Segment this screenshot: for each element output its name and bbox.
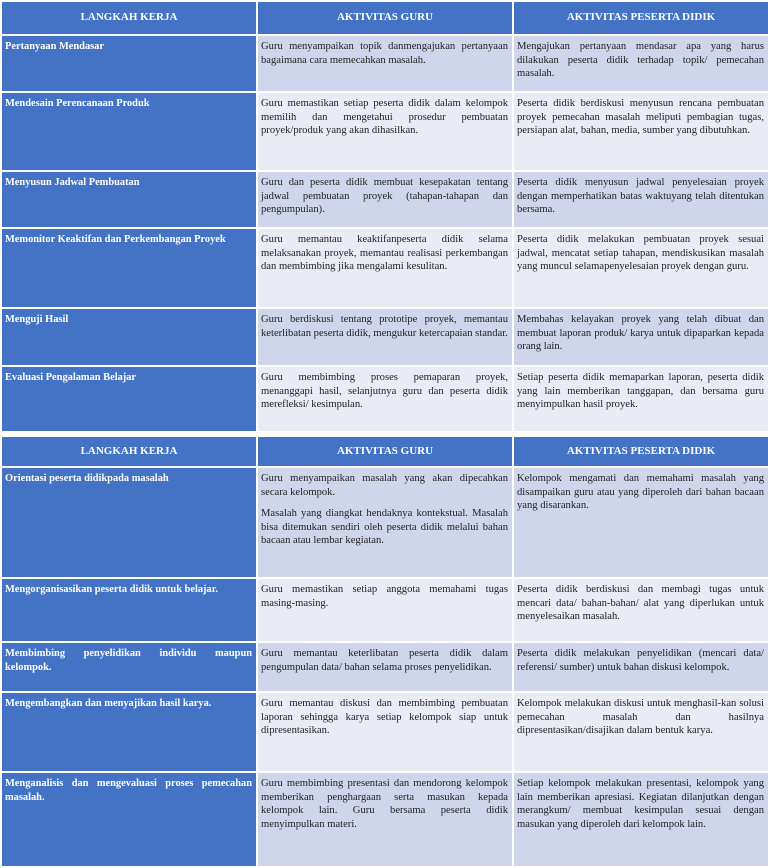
table-problem-based-learning (0, 435, 768, 868)
peserta-cell: Mengajukan pertanyaan mendasar apa yang harus dilakukan peserta didik terhadap topik/ pemecahan masalah. (513, 35, 768, 92)
guru-paragraph: Masalah yang diangkat hendaknya kontekstual. Masalah bisa ditemukan sendiri oleh peserta didik melalui bahan bacaan atau lembar kegiatan. (261, 508, 508, 547)
header-aktivitas-peserta-didik: AKTIVITAS PESERTA DIDIK (513, 436, 768, 467)
table-row (1, 228, 768, 308)
step-cell: Membimbing penyelidikan individu maupun kelompok. (1, 642, 257, 692)
table-header-row (1, 1, 768, 35)
guru-paragraph: Guru memantau keterlibatan peserta didik dalam pengumpulan data/ bahan selama proses penyelidikan. (261, 648, 508, 673)
guru-paragraph: Guru membimbing presentasi dan mendorong kelompok memberikan penghargaan serta masukan kepada kelompok lain. Guru bersama peserta didik menyimpulkan materi. (261, 778, 508, 830)
guru-cell: Guru memastikan setiap peserta didik dalam kelompok memilih dan mengetahui prosedur pembuatan proyek/produk yang akan dihasilkan. (257, 92, 513, 171)
peserta-cell: Peserta didik melakukan pembuatan proyek sesuai jadwal, mencatat setiap tahapan, mendiskusikan masalah yang muncul selamapenyelesaian proyek dengan guru. (513, 228, 768, 308)
guru-paragraph: Guru memantau diskusi dan membimbing pembuatan laporan sehingga karya setiap kelompok siap untuk dipresentasikan. (261, 698, 508, 737)
guru-cell: Guru berdiskusi tentang prototipe proyek, memantau keterlibatan peserta didik, mengukur ketercapaian standar. (257, 308, 513, 366)
guru-cell (257, 642, 513, 692)
table-project-based-learning (0, 0, 768, 433)
peserta-cell: Peserta didik berdiskusi dan membagi tugas untuk mencari data/ bahan-bahan/ alat yang diperlukan untuk menyelesaikan masalah. (513, 578, 768, 642)
guru-cell: Guru membimbing proses pemaparan proyek, menanggapi hasil, selanjutnya guru dan peserta didik merefleksi/ kesimpulan. (257, 366, 513, 432)
step-cell: Menguji Hasil (1, 308, 257, 366)
table-row (1, 92, 768, 171)
header-langkah-kerja: LANGKAH KERJA (1, 436, 257, 467)
header-aktivitas-peserta-didik: AKTIVITAS PESERTA DIDIK (513, 1, 768, 35)
table-header-row (1, 436, 768, 467)
guru-cell: Guru dan peserta didik membuat kesepakatan tentang jadwal pembuatan proyek (tahapan-tahapan dan pengumpulan). (257, 171, 513, 228)
guru-paragraph: Guru menyampaikan masalah yang akan dipecahkan secara kelompok. (261, 473, 508, 498)
guru-cell: Guru memantau keaktifanpeserta didik selama melaksanakan proyek, memantau realisasi perkembangan dan membimbing jika mengalami kesulitan. (257, 228, 513, 308)
guru-cell (257, 578, 513, 642)
peserta-cell: Setiap peserta didik memaparkan laporan, peserta didik yang lain memberikan tanggapan, dan bersama guru menyimpulkan hasil proyek. (513, 366, 768, 432)
step-cell: Evaluasi Pengalaman Belajar (1, 366, 257, 432)
peserta-cell: Kelompok mengamati dan memahami masalah yang disampaikan guru atau yang diperoleh dari bahan bacaan yang disarankan. (513, 467, 768, 578)
step-cell: Mengembangkan dan menyajikan hasil karya. (1, 692, 257, 772)
step-cell: Mengorganisasikan peserta didik untuk belajar. (1, 578, 257, 642)
peserta-cell: Kelompok melakukan diskusi untuk menghasil-kan solusi pemecahan masalah dan hasilnya dipresentasikan/disajikan dalam bentuk karya. (513, 692, 768, 772)
guru-cell (257, 692, 513, 772)
table-row (1, 467, 768, 578)
header-langkah-kerja: LANGKAH KERJA (1, 1, 257, 35)
peserta-cell: Peserta didik melakukan penyelidikan (mencari data/ referensi/ sumber) untuk bahan diskusi kelompok. (513, 642, 768, 692)
peserta-cell: Peserta didik berdiskusi menyusun rencana pembuatan proyek pemecahan masalah meliputi pembagian tugas, persiapan alat, bahan, media, sumber yang dibutuhkan. (513, 92, 768, 171)
table-row (1, 366, 768, 432)
table-row (1, 171, 768, 228)
table-row (1, 642, 768, 692)
table-row (1, 692, 768, 772)
step-cell: Memonitor Keaktifan dan Perkembangan Proyek (1, 228, 257, 308)
peserta-cell: Peserta didik menyusun jadwal penyelesaian proyek dengan memperhatikan batas waktuyang telah ditentukan bersama. (513, 171, 768, 228)
table-row (1, 772, 768, 867)
guru-cell (257, 467, 513, 578)
header-aktivitas-guru: AKTIVITAS GURU (257, 1, 513, 35)
peserta-cell: Setiap kelompok melakukan presentasi, kelompok yang lain memberikan apresiasi. Kegiatan dilanjutkan dengan merangkum/ membuat kesimpulan sesuai dengan masukan yang diperoleh dari kelompok lain. (513, 772, 768, 867)
table-row (1, 35, 768, 92)
table-row (1, 308, 768, 366)
step-cell: Orientasi peserta didikpada masalah (1, 467, 257, 578)
guru-cell (257, 772, 513, 867)
header-aktivitas-guru: AKTIVITAS GURU (257, 436, 513, 467)
guru-cell: Guru menyampaikan topik danmengajukan pertanyaan bagaimana cara memecahkan masalah. (257, 35, 513, 92)
step-cell: Menyusun Jadwal Pembuatan (1, 171, 257, 228)
step-cell: Mendesain Perencanaan Produk (1, 92, 257, 171)
peserta-cell: Membahas kelayakan proyek yang telah dibuat dan membuat laporan produk/ karya untuk dipaparkan kepada orang lain. (513, 308, 768, 366)
step-cell: Pertanyaan Mendasar (1, 35, 257, 92)
table-row (1, 578, 768, 642)
guru-paragraph: Guru memastikan setiap anggota memahami tugas masing-masing. (261, 584, 508, 609)
step-cell: Menganalisis dan mengevaluasi proses pemecahan masalah. (1, 772, 257, 867)
